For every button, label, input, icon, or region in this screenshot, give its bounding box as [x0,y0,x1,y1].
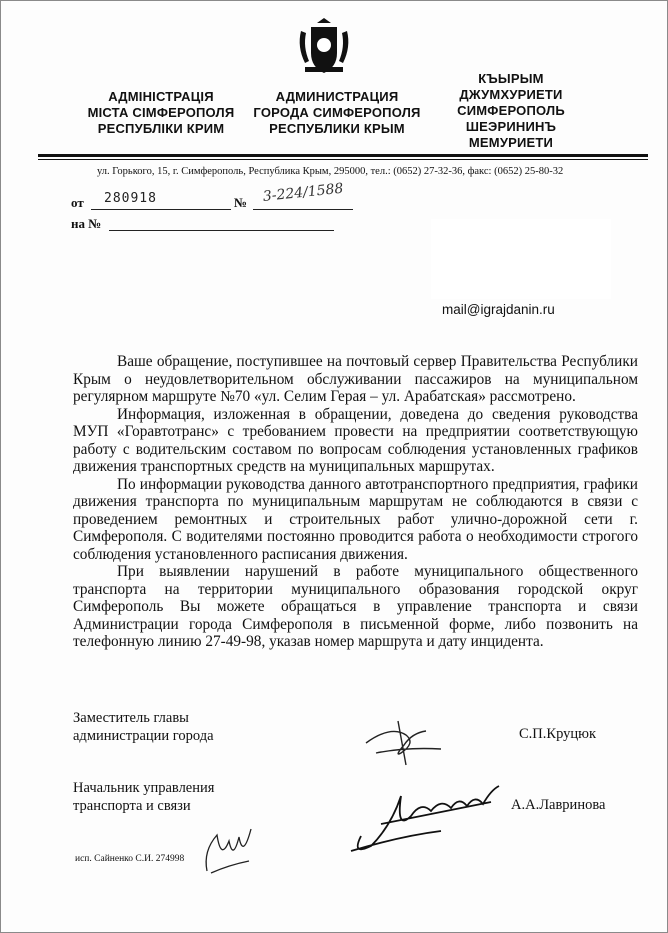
org-name-russian [249,89,425,137]
ref-number-label: № [234,195,248,210]
crimea-coat-of-arms-icon [295,17,353,77]
header-divider-thin [38,159,648,160]
ref-number-line [253,209,353,210]
signatory-1-title-line-2: администрации города [73,728,214,744]
org-cr-line-5: МЕМУРИЕТИ [468,135,554,150]
org-ua-line-1: АДМІНІСТРАЦІЯ [108,89,214,104]
ref-date-value: 280918 [104,191,157,206]
signatory-1-name: С.П.Круцюк [519,726,597,742]
org-name-crimean-tatar [431,71,591,151]
signatory-1-title [73,709,214,745]
executor-note: исп. Сайненко С.И. 274998 [75,854,185,864]
recipient-email: mail@igrajdanin.ru [442,302,555,317]
signature-2-image [341,776,521,861]
redacted-recipient-block [431,219,611,299]
body-paragraph-3: По информации руководства данного автотранспортного предприятия, графики движения транспорта по муниципальным маршрутам не соблюдаются в связи с проведением ремонтных и строительных работ улично-дорожной сети г. Симферополя. С водителями постоянно проводится работа о необходимости строгого соблюдения установленного расписания движения. [73,475,638,563]
org-ua-line-3: РЕСПУБЛІКИ КРИМ [97,121,225,136]
org-cr-line-2: ДЖУМХУРИЕТИ [459,87,563,102]
ref-date-line [91,209,231,210]
letter-body [73,353,638,651]
org-ru-line-2: ГОРОДА СИМФЕРОПОЛЯ [253,105,421,120]
org-name-ukrainian [76,89,246,137]
org-cr-line-4: ШЕЭРИНИНЪ [465,119,557,134]
signatory-2-name: А.А.Лавринова [511,797,606,813]
executor-initials-image [199,821,259,879]
ref-on-label: на № [71,216,102,231]
ref-from-label: от [71,195,84,210]
org-cr-line-1: КЪЫРЫМ [478,71,544,86]
org-cr-line-3: СИМФЕРОПОЛЬ [457,103,565,118]
signatory-1-title-line-1: Заместитель главы [73,710,189,726]
org-ua-line-2: МІСТА СІМФЕРОПОЛЯ [87,105,235,120]
signature-1-image [346,713,456,773]
header-divider-thick [38,154,648,157]
body-paragraph-4: При выявлении нарушений в работе муниципального общественного транспорта на территории муниципального образования городской округ Симферополь Вы можете обращаться в управление транспорта и связи Администрации города Симферополя в письменной форме, либо позвонить на телефонную линию 27-49-98, указав номер маршрута и дату инцидента. [73,563,638,650]
org-ru-line-1: АДМИНИСТРАЦИЯ [275,89,399,104]
ref-number-handwritten: 3-224/1588 [262,180,345,205]
body-paragraph-1: Ваше обращение, поступившее на почтовый сервер Правительства Республики Крым о неудовлетворительном обслуживании пассажиров на муниципальном регулярном маршруте №70 «ул. Селим Герая – ул. Арабатская» рассмотрено. [73,353,638,405]
signatory-2-title-line-1: Начальник управления [73,780,215,796]
signatory-2-title [73,779,214,815]
signatory-2-title-line-2: транспорта и связи [73,798,191,814]
org-ru-line-3: РЕСПУБЛИКИ КРЫМ [269,121,405,136]
header-address: ул. Горького, 15, г. Симферополь, Республика Крым, 295000, тел.: (0652) 27-32-36, факс: (0652) 25-80-32 [97,166,564,177]
body-paragraph-2: Информация, изложенная в обращении, доведена до сведения руководства МУП «Горавтотранс» с требованием провести на предприятии соответствующую работу с водительским составом по вопросам соблюдения установленных графиков движения транспортных средств на муниципальных маршрутах. [73,405,638,475]
ref-on-line [109,230,334,231]
